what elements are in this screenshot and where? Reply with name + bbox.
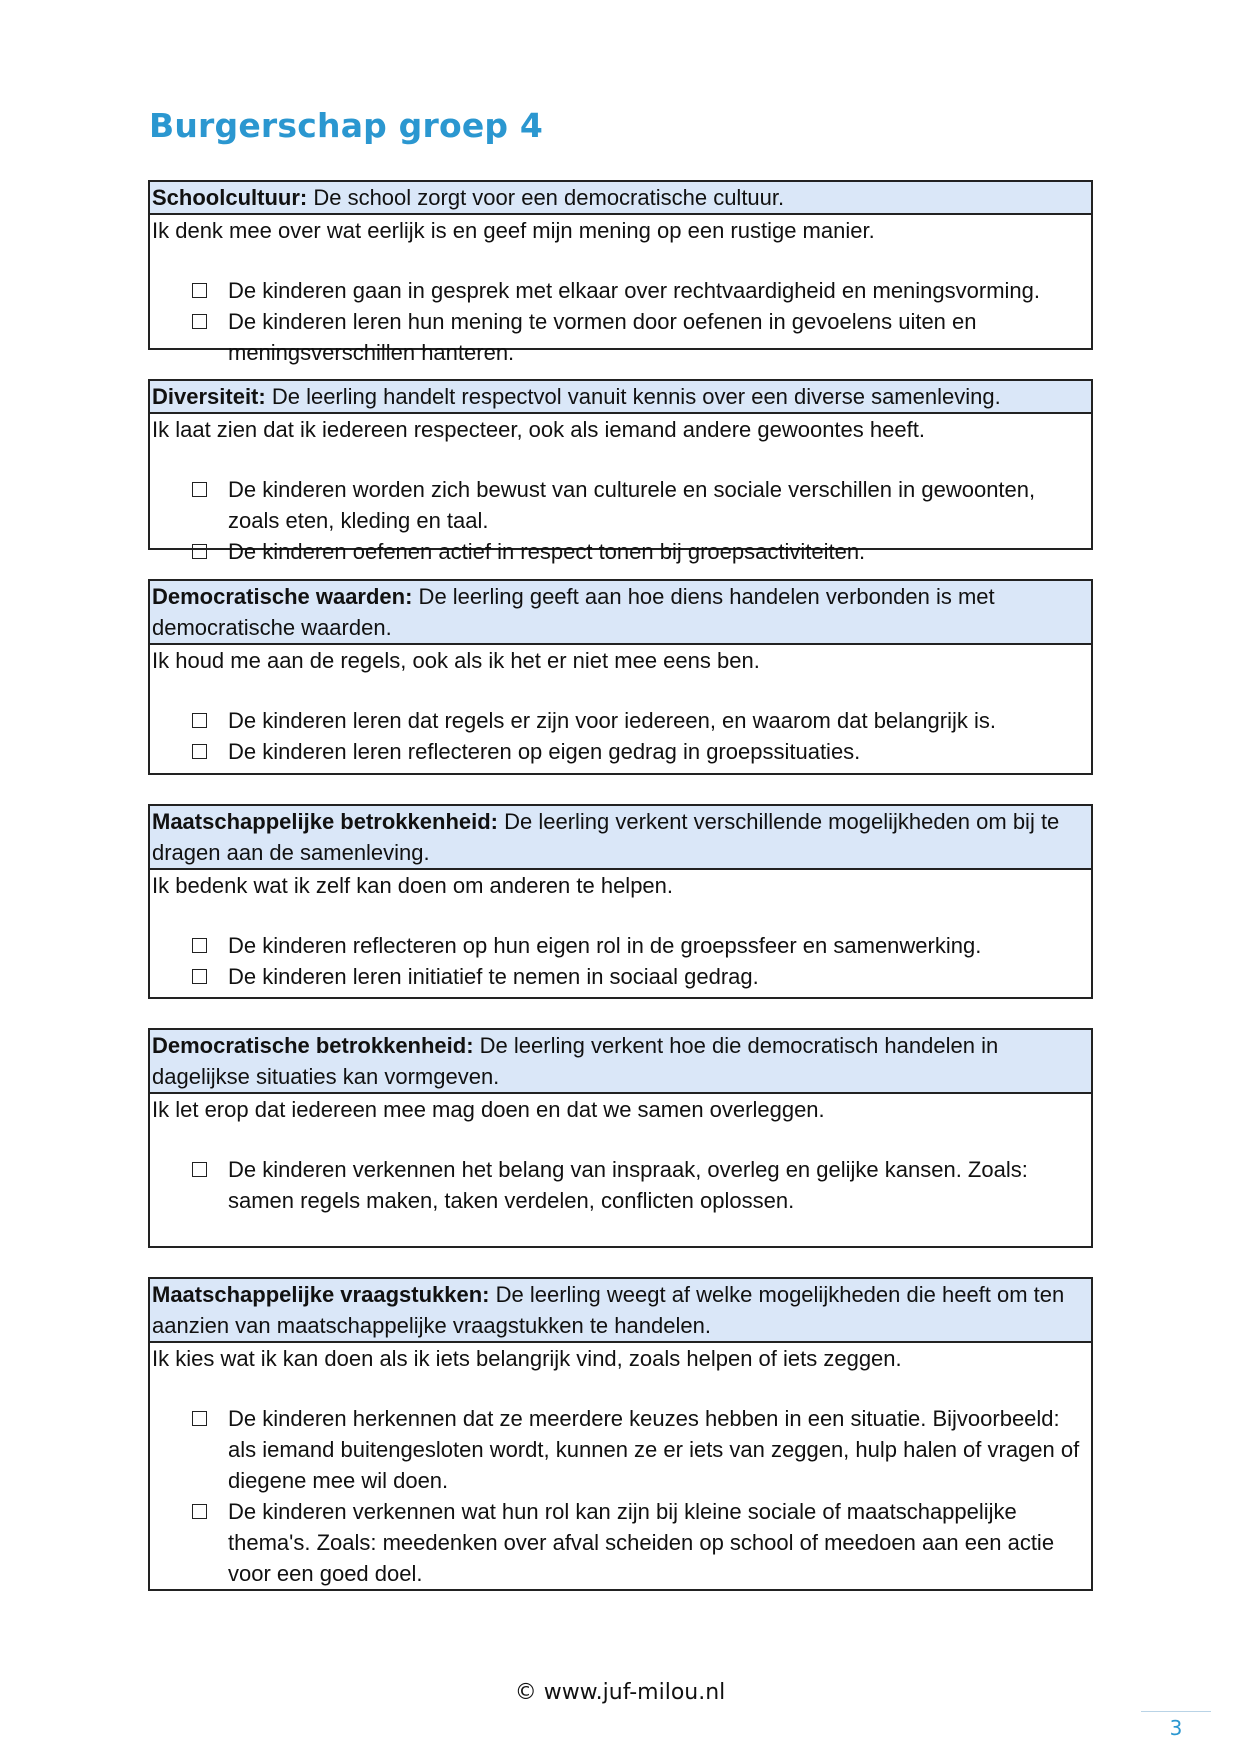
page-title: Burgerschap groep 4	[149, 106, 544, 145]
goal-body	[150, 414, 1091, 564]
checklist	[152, 1154, 1085, 1216]
checklist-item	[192, 930, 1085, 961]
checklist-item	[192, 474, 1085, 536]
checklist-item	[192, 736, 1085, 767]
goal-heading: Schoolcultuur:	[152, 185, 308, 210]
checklist-item-text: De kinderen reflecteren op hun eigen rol in de groepssfeer en samenwerking.	[228, 933, 982, 958]
goal-header	[150, 182, 1091, 215]
goal-body	[150, 645, 1091, 773]
goal-body	[150, 215, 1091, 365]
goal-body	[150, 870, 1091, 997]
checklist	[152, 705, 1085, 767]
page-number: 3	[1169, 1716, 1183, 1740]
goal-description: De leerling geeft aan hoe diens handelen verbonden is met democratische waarden.	[152, 584, 995, 640]
checkbox-icon[interactable]	[192, 1162, 207, 1177]
checklist	[152, 474, 1085, 567]
goal-table-democratische-waarden	[148, 579, 1093, 775]
checklist-item-text: De kinderen leren reflecteren op eigen gedrag in groepssituaties.	[228, 739, 861, 764]
goal-table-maatschappelijke-betrokkenheid	[148, 804, 1093, 999]
goal-description: De school zorgt voor een democratische cultuur.	[307, 185, 785, 210]
goal-body	[150, 1343, 1091, 1589]
goal-table-diversiteit	[148, 379, 1093, 564]
checklist-item	[192, 1403, 1085, 1496]
checklist-item-text: De kinderen herkennen dat ze meerdere keuzes hebben in een situatie. Bijvoorbeeld: als iemand buitengesloten wordt, kunnen ze er iets van zeggen, hulp halen of vragen of diegene mee wil doen.	[228, 1406, 1080, 1493]
goal-intro: Ik houd me aan de regels, ook als ik het er niet mee eens ben.	[152, 648, 760, 673]
goal-description: De leerling weegt af welke mogelijkheden die heeft om ten aanzien van maatschappelijke vraagstukken te handelen.	[152, 1282, 1065, 1338]
goal-header	[150, 1279, 1091, 1343]
checklist-item	[192, 961, 1085, 992]
checklist-item	[192, 705, 1085, 736]
goal-header	[150, 806, 1091, 870]
checkbox-icon[interactable]	[192, 544, 207, 559]
checkbox-icon[interactable]	[192, 969, 207, 984]
goal-header	[150, 381, 1091, 414]
checklist-item-text: De kinderen leren hun mening te vormen door oefenen in gevoelens uiten en meningsverschillen hanteren.	[228, 309, 977, 365]
goal-header	[150, 581, 1091, 645]
footer-copyright: © www.juf-milou.nl	[514, 1680, 726, 1705]
goal-description: De leerling handelt respectvol vanuit kennis over een diverse samenleving.	[265, 384, 1001, 409]
goal-heading: Democratische betrokkenheid:	[152, 1033, 474, 1058]
goal-description: De leerling verkent hoe die democratisch handelen in dagelijkse situaties kan vormgeven.	[152, 1033, 999, 1089]
checklist-item-text: De kinderen leren dat regels er zijn voor iedereen, en waarom dat belangrijk is.	[228, 708, 996, 733]
checkbox-icon[interactable]	[192, 744, 207, 759]
checklist-item	[192, 536, 1085, 567]
goals-container	[148, 180, 1093, 1620]
goal-table-schoolcultuur	[148, 180, 1093, 365]
checkbox-icon[interactable]	[192, 283, 207, 298]
goal-description: De leerling verkent verschillende mogelijkheden om bij te dragen aan de samenleving.	[152, 809, 1060, 865]
goal-body	[150, 1094, 1091, 1246]
checklist-item-text: De kinderen gaan in gesprek met elkaar over rechtvaardigheid en meningsvorming.	[228, 278, 1041, 303]
goal-intro: Ik laat zien dat ik iedereen respecteer, ook als iemand andere gewoontes heeft.	[152, 417, 925, 442]
checkbox-icon[interactable]	[192, 1504, 207, 1519]
checklist-item	[192, 1154, 1085, 1216]
goal-heading: Maatschappelijke vraagstukken:	[152, 1282, 490, 1307]
checklist	[152, 1403, 1085, 1589]
checkbox-icon[interactable]	[192, 482, 207, 497]
goal-header	[150, 1030, 1091, 1094]
goal-intro: Ik kies wat ik kan doen als ik iets belangrijk vind, zoals helpen of iets zeggen.	[152, 1346, 902, 1371]
goal-heading: Maatschappelijke betrokkenheid:	[152, 809, 498, 834]
goal-intro: Ik let erop dat iedereen mee mag doen en dat we samen overleggen.	[152, 1097, 825, 1122]
goal-intro: Ik denk mee over wat eerlijk is en geef mijn mening op een rustige manier.	[152, 218, 875, 243]
goal-table-maatschappelijke-vraagstukken	[148, 1277, 1093, 1591]
checklist-item-text: De kinderen leren initiatief te nemen in sociaal gedrag.	[228, 964, 759, 989]
goal-table-democratische-betrokkenheid	[148, 1028, 1093, 1248]
checklist-item-text: De kinderen verkennen het belang van inspraak, overleg en gelijke kansen. Zoals: samen regels maken, taken verdelen, conflicten oplossen.	[228, 1157, 1028, 1213]
checklist-item	[192, 306, 1085, 368]
checklist-item	[192, 275, 1085, 306]
goal-intro: Ik bedenk wat ik zelf kan doen om anderen te helpen.	[152, 873, 674, 898]
checklist	[152, 275, 1085, 368]
checklist	[152, 930, 1085, 992]
goal-heading: Diversiteit:	[152, 384, 266, 409]
checklist-item	[192, 1496, 1085, 1589]
checkbox-icon[interactable]	[192, 938, 207, 953]
checkbox-icon[interactable]	[192, 713, 207, 728]
checkbox-icon[interactable]	[192, 314, 207, 329]
goal-heading: Democratische waarden:	[152, 584, 413, 609]
checklist-item-text: De kinderen verkennen wat hun rol kan zijn bij kleine sociale of maatschappelijke thema's. Zoals: meedenken over afval scheiden op school of meedoen aan een actie voor een goed doel.	[228, 1499, 1055, 1586]
checkbox-icon[interactable]	[192, 1411, 207, 1426]
checklist-item-text: De kinderen oefenen actief in respect tonen bij groepsactiviteiten.	[228, 539, 866, 564]
page-number-rule	[1141, 1711, 1211, 1712]
checklist-item-text: De kinderen worden zich bewust van culturele en sociale verschillen in gewoonten, zoals eten, kleding en taal.	[228, 477, 1036, 533]
